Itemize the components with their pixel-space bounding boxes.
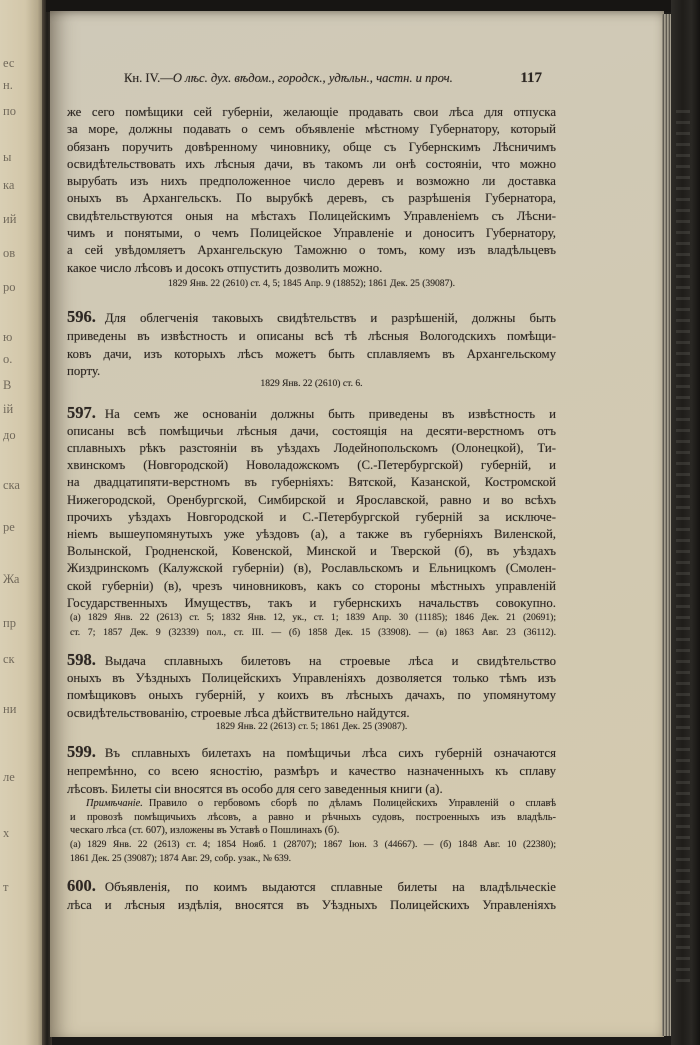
text-line: Нижегородской, Оренбургской, Симбирской и Ярославской, равно и во всѣхъ — [67, 492, 556, 507]
facing-page-fragment: В — [3, 378, 12, 392]
text-line: приведены въ извѣстность и описаны всѣ тѣ лѣсныя Вологодскихъ помѣщи- — [67, 328, 556, 343]
text-line: чимъ и понятыми, о чемъ Полицейское Управленіе и доноситъ Губернатору, — [67, 226, 556, 241]
text-line: Жиздринскомъ (Калужской губерніи) (в), Рославльскомъ и Ельницкомъ (Смолен- — [67, 561, 556, 576]
article-number: 597. — [67, 402, 96, 422]
page-number: 117 — [520, 70, 542, 86]
facing-page-fragment: Жа — [3, 572, 20, 586]
text-line: хвинскомъ (Новгородской) Новоладожскомъ (С.-Петербургской) губерній, и — [67, 458, 556, 473]
facing-page-fragment: ес — [3, 56, 15, 70]
article-599 — [67, 743, 556, 798]
note-line: ческаго лѣса (ст. 607), изложены въ Уставѣ о Пошлинахъ (б). — [70, 825, 340, 836]
text-line: а сей увѣдомляетъ Архангельскую Таможню о томъ, кому изъ владѣльцевъ — [67, 243, 556, 258]
text-line-body: Для облегченія таковыхъ свидѣтельствъ и разрѣшеній, должны быть — [104, 311, 556, 325]
article-600 — [67, 877, 556, 914]
text-line: помѣщиковъ оныхъ губерній, у коихъ въ лѣсныхъ дачахъ, по упомянутому — [67, 688, 556, 703]
article-number: 600. — [67, 876, 96, 895]
text-line: оныхъ въ Уѣздныхъ Полицейскихъ Управленіяхъ дозволяется только тѣмъ изъ — [67, 671, 556, 686]
text-line: же сего помѣщики сей губерніи, желающіе продавать свои лѣса для отпуска — [67, 105, 556, 119]
note-label: Примѣчаніе. — [86, 798, 143, 809]
facing-page-fragment: ій — [3, 402, 14, 416]
facing-page-fragment: ле — [3, 770, 15, 784]
legal-citation: (а) 1829 Янв. 22 (2613) ст. 5; 1832 Янв. 12, ук., ст. 1; 1839 Апр. 30 (11185); 1846 Дек. 21 (20691); — [70, 612, 556, 623]
facing-page-fragment: ск — [3, 652, 15, 666]
facing-page-fragment: ий — [3, 212, 17, 226]
section-title: О лѣс. дух. вѣдом., городск., удѣльн., частн. и проч. — [172, 71, 453, 85]
text-line-body: Объявленія, по коимъ выдаются сплавные билеты на владѣльческіе — [104, 880, 556, 894]
text-line-body: На семъ же основаніи должны быть приведены въ извѣстность и — [104, 406, 556, 421]
text-line: какое число лѣсовъ и досокъ отпустить дозволить можно. — [67, 260, 383, 275]
text-line: прочихъ уѣздахъ Новгородской и С.-Петербургской губерній за исключе- — [67, 509, 556, 524]
legal-citations — [70, 838, 556, 866]
text-line: обязанъ поручить довѣренному чиновнику, обще съ Губернскимъ Лѣсничимъ — [67, 139, 556, 154]
text-line: освидѣтельствовать ихъ лѣсныя дачи, въ такомъ ли онѣ состояніи, что можно — [67, 156, 556, 171]
legal-citation: ст. 7; 1857 Дек. 9 (32339) пол., ст. III. — (б) 1858 Дек. 15 (33908). — (в) 1863 Авг. 23 (36112). — [70, 626, 556, 638]
text-line: на двадцатипяти-верстномъ въ губерніяхъ: Вятской, Казанской, Костромской — [67, 475, 556, 490]
facing-page-fragment: ска — [3, 478, 20, 492]
facing-page-fragment: о. — [3, 352, 13, 366]
running-title — [124, 69, 453, 87]
facing-page-fragment: ро — [3, 280, 16, 294]
text-line: непремѣнно, со всею ясностію, размѣръ и качество назначенныхъ къ сплаву — [67, 763, 556, 778]
facing-page-fragment: по — [3, 104, 16, 118]
facing-page-fragment: х — [3, 826, 10, 840]
text-line: сплавныхъ рѣкъ разстояніи въ уѣздахъ Лодейнопольскомъ (Олонецкой), Ти- — [67, 440, 556, 455]
facing-page-fragment: ю — [3, 330, 13, 344]
text-line: свидѣтельствуются оныя на мѣстахъ Полицейскимъ Управленіемъ съ Лѣсни- — [67, 208, 556, 223]
article-number: 599. — [67, 742, 96, 761]
article-596 — [67, 308, 556, 381]
continuation-paragraph — [67, 104, 556, 277]
facing-page-fragment: ни — [3, 702, 17, 716]
cover-texture — [676, 110, 690, 990]
article-note — [70, 797, 556, 838]
text-line — [67, 877, 556, 897]
text-line: лѣсовъ. Билеты сіи вносятся въ особо для сего заведенныя книги (а). — [67, 781, 443, 796]
legal-citation: 1861 Дек. 25 (39087); 1874 Авг. 29, собр. узак., № 639. — [70, 853, 292, 864]
text-line — [67, 743, 556, 763]
facing-page-fragment: ре — [3, 520, 15, 534]
note-line — [70, 797, 556, 811]
text-line: оныхъ въ Архангельскъ. По вырубкѣ деревъ, съ разрѣшенія Губернатора, — [67, 191, 556, 206]
facing-page-fragment: до — [3, 428, 16, 442]
facing-page-fragment: н. — [3, 78, 13, 92]
legal-citations — [70, 611, 556, 640]
text-line: описаны всѣ помѣщичьи лѣсныя дачи, состоящія на десяти-верстномъ отъ — [67, 423, 556, 438]
text-line-body: Въ сплавныхъ билетахъ на помѣщичьи лѣса сихъ губерній означаются — [104, 746, 556, 760]
text-line: вырубать изъ нихъ предположенное число деревъ и возможно ли доставка — [67, 174, 556, 189]
text-line: за море, должны подавать о семъ объявленіе мѣстному Губернатору, который — [67, 122, 556, 137]
text-line: порту. — [67, 364, 101, 379]
article-597 — [67, 404, 556, 612]
facing-page-fragment: ка — [3, 178, 15, 192]
text-line: лѣса и лѣсныя издѣлія, вносятся въ Уѣздныхъ Полицейскихъ Управленіяхъ — [67, 897, 556, 912]
facing-page-fragment: т — [3, 880, 9, 894]
text-line: Государственныхъ Имуществъ, такъ и губернскихъ начальствъ совокупно. — [67, 595, 556, 610]
text-line: ской губерніи) (в), чрезъ чиновниковъ, какъ со стороны мѣстныхъ управленій — [67, 578, 556, 593]
text-line — [67, 404, 556, 423]
text-line: освидѣтельствованію, строевые лѣса дѣйствительно найдутся. — [67, 705, 410, 720]
text-line: Волынской, Гродненской, Ковенской, Минской и Тверской (б), въ уѣздахъ — [67, 544, 556, 559]
text-line — [67, 308, 556, 328]
facing-page-fragment: ы — [3, 150, 12, 164]
book-part: Кн. IV.— — [124, 71, 173, 85]
legal-citation: 1829 Янв. 22 (2613) ст. 5; 1861 Дек. 25 (39087). — [215, 721, 408, 732]
facing-page-edge — [0, 0, 46, 1045]
note-line: и провозѣ помѣщичьихъ лѣсовъ, а равно и рѣчныхъ судовъ, построенныхъ изъ владѣль- — [70, 811, 556, 823]
text-line: ковъ дачи, изъ которыхъ лѣсъ можетъ быть сплавляемъ въ Архангельскому — [67, 346, 556, 361]
article-598 — [67, 651, 556, 722]
facing-page-fragment: пр — [3, 616, 16, 630]
facing-page-fragment: ов — [3, 246, 16, 260]
article-number: 596. — [67, 307, 96, 326]
article-number: 598. — [67, 650, 96, 669]
legal-citation: 1829 Янв. 22 (2610) ст. 6. — [260, 378, 363, 389]
page-edges — [662, 14, 671, 1036]
running-header — [124, 69, 542, 87]
legal-citation: 1829 Янв. 22 (2610) ст. 4, 5; 1845 Апр. 9 (18852); 1861 Дек. 25 (39087). — [168, 278, 455, 289]
text-line — [67, 651, 556, 670]
text-line-body: Выдача сплавныхъ билетовъ на строевые лѣса и свидѣтельство — [104, 654, 556, 668]
legal-citation: (а) 1829 Янв. 22 (2613) ст. 4; 1854 Нояб. 1 (28707); 1867 Іюн. 3 (44667). — (б) 1848 Авг. 10 (22380); — [70, 839, 556, 850]
text-line: ніемъ вышеупомянутыхъ уже уѣздовъ (а), а также въ губерніяхъ Виленской, — [67, 526, 556, 541]
note-line-body: Правило о гербовомъ сборѣ по дѣламъ Полицейскихъ Управленій о сплавѣ — [148, 798, 556, 809]
